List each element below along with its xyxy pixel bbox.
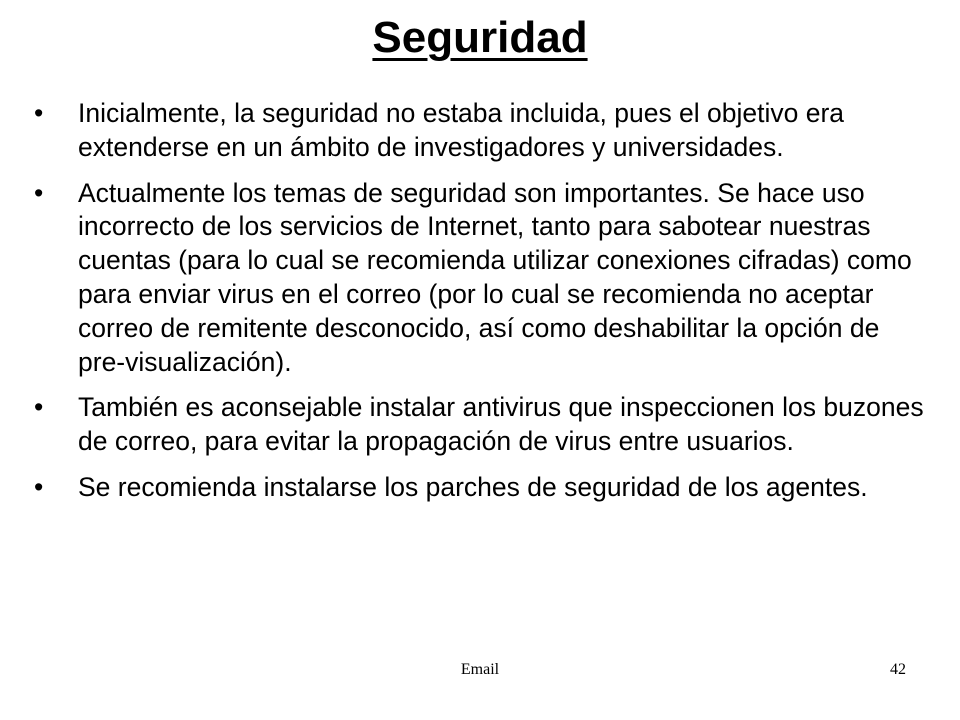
bullet-icon: • <box>34 98 44 128</box>
bullet-icon: • <box>34 392 44 423</box>
slide-title: Seguridad <box>372 13 588 62</box>
bullet-icon: • <box>34 177 44 208</box>
page-number: 42 <box>890 661 906 678</box>
bullet-icon: • <box>34 471 44 502</box>
bullet-text: Se recomienda instalarse los parches de seguridad de los agentes. <box>78 471 868 502</box>
bullet-text: Actualmente los temas de seguridad son importantes. Se hace uso incorrecto de los servicios de Internet, tanto para sabotear nuestras cuentas (para lo cual se recomienda utilizar conexiones cifradas) como para enviar virus en el correo (por lo cual se recomienda no aceptar correo de remitente desconocido, así como deshabilitar la opción de pre-visualización). <box>78 177 912 377</box>
bullet-list <box>34 97 926 517</box>
bullet-item <box>34 97 926 165</box>
bullet-text: También es aconsejable instalar antivirus que inspeccionen los buzones de correo, para evitar la propagación de virus entre usuarios. <box>78 392 924 457</box>
bullet-text: Inicialmente, la seguridad no estaba incluida, pues el objetivo era extenderse en un ámbito de investigadores y universidades. <box>78 98 845 162</box>
footer-label: Email <box>460 661 500 678</box>
bullet-item <box>34 471 926 505</box>
bullet-item <box>34 391 926 459</box>
bullet-item <box>34 177 926 380</box>
